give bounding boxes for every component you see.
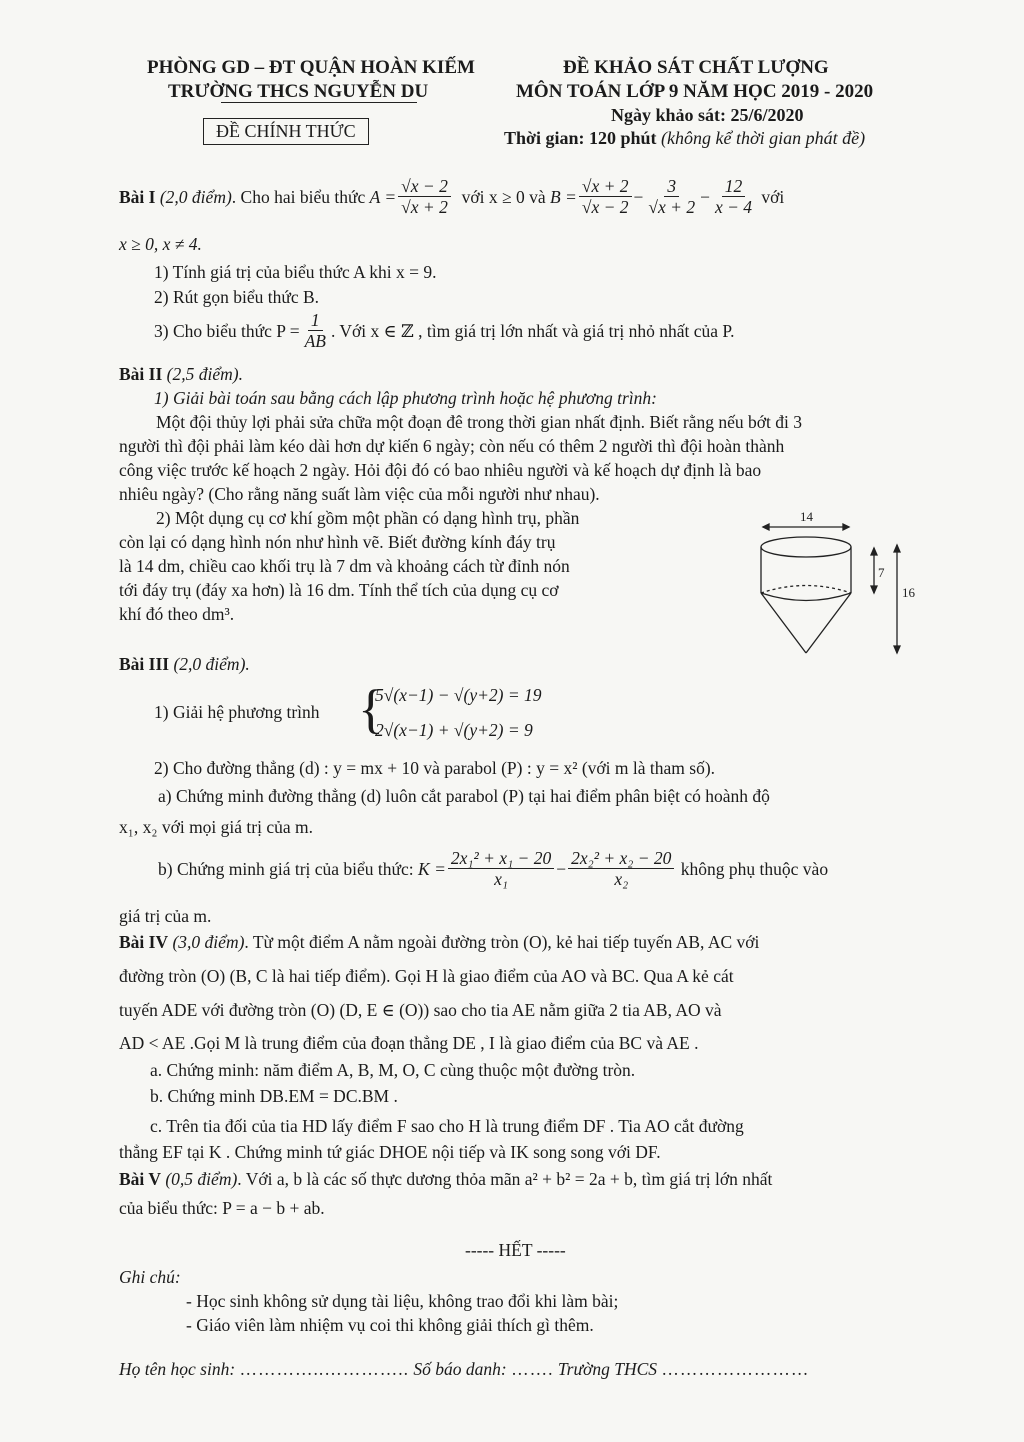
bai5-title: Bài V [119,1169,161,1189]
height16-arrow-bottom [894,646,900,653]
school-label: Trường THCS [557,1359,658,1379]
header-underline [221,102,417,103]
student-id-dots: ……. [511,1359,554,1379]
student-id-label: Số báo danh: [413,1359,507,1379]
bai2-q2-line2: còn lại có dạng hình nón như hình vẽ. Biết đường kính đáy trụ [119,532,556,552]
bai4-c-line2: thẳng EF tại K . Chứng minh tứ giác DHOE nội tiếp và IK song song với DF. [119,1142,661,1162]
bai2-heading [119,362,243,386]
bai1-points: (2,0 điểm) [159,186,232,207]
exam-time-note: (không kể thời gian phát đề) [661,128,866,148]
bai4-line2: đường tròn (O) (B, C là hai tiếp điểm). Gọi H là giao điểm của AO và BC. Qua A kẻ cát [119,966,734,986]
expr-b-frac2-num: 3 [664,176,679,197]
bai2-q2-line5: khí đó theo dm³. [119,604,235,624]
expr-a-cond: với x ≥ 0 và [461,186,546,207]
end-marker: ----- HẾT ----- [465,1240,566,1260]
bai1-q3-fraction [302,310,329,351]
diameter-arrow-right [843,524,849,530]
bai4-title: Bài IV [119,932,169,952]
expr-b-frac2-den: √x + 2 [648,197,696,217]
expr-b-frac2 [645,176,698,217]
expr-a-lhs: A = [369,186,397,207]
height16-arrow-top [894,545,900,552]
expr-a-den: √x + 2 [401,197,448,217]
expr-b-frac3-den: x − 4 [714,197,753,217]
bai2-title: Bài II [119,364,163,384]
bai1-intro-text: . Cho hai biểu thức [231,186,366,207]
bai4-b: b. Chứng minh DB.EM = DC.BM . [150,1086,398,1106]
cylinder-bottom-front [761,593,851,601]
bai3-title: Bài III [119,654,170,674]
bai3-qb-b: không phụ thuộc vào [680,858,829,879]
cylinder-bottom-back [761,586,851,594]
expr-a-num: √x − 2 [398,176,451,197]
expr-b-lhs: B = [549,186,577,207]
bai5-points: (0,5 điểm) [165,1169,238,1189]
figure-label-14: 14 [800,509,813,524]
student-info-line [119,1357,809,1381]
expr-k-frac2 [568,848,674,889]
exam-time-label: Thời gian: 120 phút [504,128,657,148]
bai3-points: (2,0 điểm). [173,654,250,674]
student-name-dots: …………..………….. [239,1359,410,1379]
bai1-q1: 1) Tính giá trị của biểu thức A khi x = 9. [154,262,437,282]
expr-a-fraction [398,176,451,217]
figure-label-7: 7 [878,565,885,580]
bai1-q3-a: 3) Cho biểu thức P = [154,320,300,341]
bai4-a: a. Chứng minh: năm điểm A, B, M, O, C cùng thuộc một đường tròn. [150,1060,636,1080]
bai1-q3-den: AB [304,331,326,351]
official-box: ĐỀ CHÍNH THỨC [203,118,369,145]
height7-arrow-top [871,548,877,555]
cylinder-top [761,537,851,557]
student-name-label: Họ tên học sinh: [119,1359,236,1379]
bai1-title: Bài I [119,186,156,207]
exam-title: ĐỀ KHẢO SÁT CHẤT LƯỢNG [563,57,829,78]
bai2-q2-line1: 2) Một dụng cụ cơ khí gồm một phần có dạng hình trụ, phần [156,508,580,528]
bai1-q2: 2) Rút gọn biểu thức B. [154,287,320,307]
bai3-q1: 1) Giải hệ phương trình [154,702,320,722]
figure-label-16: 16 [902,585,915,600]
bai3-qb-line2: giá trị của m. [119,906,212,926]
expr-k-frac2-den: x₂ [614,869,629,889]
bai1-q3-b: . Với x ∈ ℤ , tìm giá trị lớn nhất và giá trị nhỏ nhất của P. [330,320,735,341]
system-brace: { [358,679,384,739]
expr-b-frac1-den: √x − 2 [581,197,629,217]
system-eq2: 2√(x−1) + √(y+2) = 9 [375,720,533,740]
note-line2: - Giáo viên làm nhiệm vụ coi thi không giải thích gì thêm. [186,1315,594,1335]
bai4-line1-text: . Từ một điểm A nằm ngoài đường tròn (O), kẻ hai tiếp tuyến AB, AC với [244,932,760,952]
bai2-q1-line4: nhiêu ngày? (Cho rằng năng suất làm việc của mỗi người như nhau). [119,484,600,504]
expr-b-frac3-num: 12 [722,176,746,197]
bai3-qa-line2: x₁, x₂ với mọi giá trị của m. [119,817,313,837]
expr-k-frac1-den: x₁ [494,869,508,889]
expr-b-frac1-num: √x + 2 [579,176,632,197]
bai3-qb: b) Chứng minh giá trị của biểu thức: K = $\frac{\text{2x₁² + x₁ − 20}}{\text{x₁}}$ − $\frac{\text{2x₂² + x₂ − 20}}{\text{x₂}}$ không phụ thuộc vào [158,848,829,889]
bai2-q1-line3: công việc trước kế hoạch 2 ngày. Hỏi đội đó có bao nhiêu người và kế hoạch dự định là bao [119,460,762,480]
bai3-q2: 2) Cho đường thẳng (d) : y = mx + 10 và parabol (P) : y = x² (với m là tham số). [154,758,716,778]
bai2-q2-line4: tới đáy trụ (đáy xa hơn) là 16 dm. Tính thể tích của dụng cụ cơ [119,580,559,600]
bai4-line1 [119,930,759,954]
exam-time [504,128,865,149]
expr-b-tail: với [761,186,785,207]
bai4-line4: AD < AE .Gọi M là trung điểm của đoạn thẳng DE , I là giao điểm của BC và AE . [119,1033,699,1053]
exam-subject: MÔN TOÁN LỚP 9 NĂM HỌC 2019 - 2020 [516,81,874,102]
note-line1: - Học sinh không sử dụng tài liệu, không trao đổi khi làm bài; [186,1291,619,1311]
bai1-q3 [154,310,735,351]
bai2-q1-line1: Một đội thủy lợi phải sửa chữa một đoạn đê trong thời gian nhất định. Biết rằng nếu bớt đi 3 [156,412,803,432]
bai3-heading [119,652,250,676]
exam-date: Ngày khảo sát: 25/6/2020 [611,105,804,125]
expr-k-frac1-num: 2x₁² + x₁ − 20 [448,848,554,869]
bai2-q1-label: 1) Giải bài toán sau bằng cách lập phương trình hoặc hệ phương trình: [154,388,657,408]
expr-k-lhs: K = [418,858,446,879]
bai1-q3-num: 1 [308,310,323,331]
bai4-c-line1: c. Trên tia đối của tia HD lấy điểm F sao cho H là trung điểm DF . Tia AO cắt đường [150,1116,744,1136]
bai2-q1-line2: người thì đội phải làm kéo dài hơn dự kiến 6 ngày; còn nếu có thêm 2 người thì đội hoàn thành [119,436,785,456]
bai5-line1 [119,1167,772,1191]
bai3-qa-line1: a) Chứng minh đường thẳng (d) luôn cắt parabol (P) tại hai điểm phân biệt có hoành độ [158,786,770,806]
bai5-line1-text: . Với a, b là các số thực dương thỏa mãn a² + b² = 2a + b, tìm giá trị lớn nhất [237,1169,773,1189]
school-dots: …………………… [661,1359,810,1379]
system-eq1: 5√(x−1) − √(y+2) = 19 [375,685,542,705]
header-school: TRƯỜNG THCS NGUYỄN DU [168,81,429,102]
cone-left-edge [761,593,806,653]
bai1-condition: x ≥ 0, x ≠ 4. [119,234,202,254]
bai3-qb-a: b) Chứng minh giá trị của biểu thức: [158,858,414,879]
note-label: Ghi chú: [119,1267,181,1287]
bai5-line2: của biểu thức: P = a − b + ab. [119,1198,325,1218]
bai2-points: (2,5 điểm). [166,364,243,384]
expr-b-frac1 [579,176,632,217]
bai2-q2-line3: là 14 dm, chiều cao khối trụ là 7 dm và khoảng cách từ đỉnh nón [119,556,570,576]
height7-arrow-bottom [871,586,877,593]
bai4-points: (3,0 điểm) [172,932,245,952]
bai4-line3: tuyến ADE với đường tròn (O) (D, E ∈ (O)) sao cho tia AE nằm giữa 2 tia AB, AO và [119,1000,722,1020]
cylinder-cone-figure [745,505,935,665]
diameter-arrow-left [763,524,769,530]
cone-right-edge [806,593,851,653]
expr-k-frac2-num: 2x₂² + x₂ − 20 [568,848,674,869]
bai1-intro: Bài I (2,0 điểm) . Cho hai biểu thức A = $\frac{√x - 2}{√x + 2}$ với x ≥ 0 và B = $\frac{√x + 2}{√x - 2}$ − $\frac{3}{√x + 2}$ − $\frac{12}{x - 4}$ với [119,176,785,217]
header-dept: PHÒNG GD – ĐT QUẬN HOÀN KIẾM [147,57,475,78]
expr-k-frac1 [448,848,554,889]
expr-b-frac3 [712,176,755,217]
